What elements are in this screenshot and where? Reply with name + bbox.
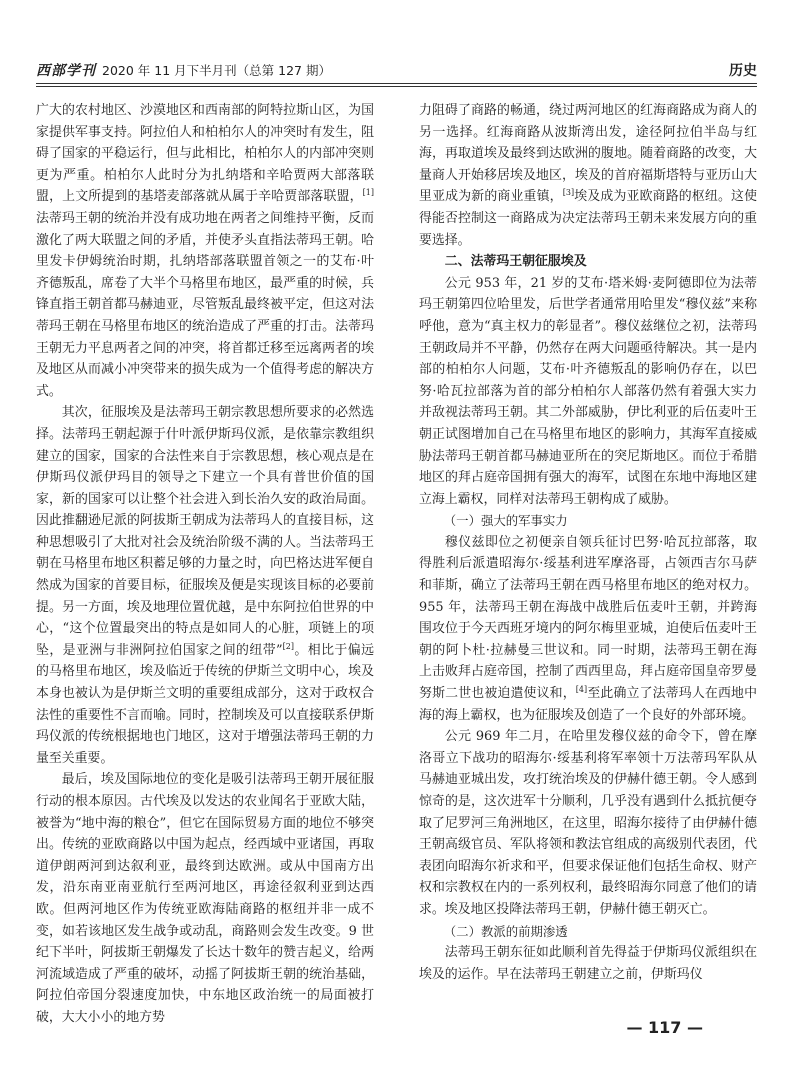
paragraph: 其次，征服埃及是法蒂玛王朝宗教思想所要求的必然选择。法蒂玛王朝起源于什叶派伊斯玛仪派，是依靠宗教组织建立的国家，国家的合法性来自于宗教思想，核心观点是在伊斯玛仪派伊玛目的领导之下建立一个具有普世价值的国家，新的国家可以让整个社会进入到长治久安的政治局面。因此推翻逊尼派的阿拔斯王朝成为法蒂玛人的直接目标，这种思想吸引了大批对社会及统治阶级不满的人。当法蒂玛王朝在马格里布地区积蓄足够的力量之时，向巴格达进军便自然成为国家的首要目标，征服埃及便是实现该目标的必要前提。另一方面，埃及地理位置优越，是中东阿拉伯世界的中心，“这个位置最突出的特点是如同人的心脏，项链上的项坠，是亚洲与非洲阿拉伯国家之间的纽带”[2]。相比于偏远的马格里布地区，埃及临近于传统的伊斯兰文明中心，埃及本身也被认为是伊斯兰文明的重要组成部分，这对于政权合法性的重要性不言而喻。同时，控制埃及可以直接联系伊斯玛仪派的传统根据地也门地区，这对于增强法蒂玛王朝的力量至关重要。 xyxy=(36,405,374,766)
page-number: — 117 — xyxy=(626,1018,703,1037)
subsection-heading: （一）强大的军事实力 xyxy=(443,513,568,529)
paragraph: 公元 953 年，21 岁的艾布·塔米姆·麦阿德即位为法蒂玛王朝第四位哈里发，后世学者通常用哈里发“穆仪兹”来称呼他，意为“真主权力的彰显者”。穆仪兹继位之初，法蒂玛王朝政局并不平静，仍然存在两大问题亟待解决。其一是内部的柏柏尔人问题，艾布·叶齐德叛乱的影响仍存在，以巴努·哈瓦拉部落为首的部分柏柏尔人部落仍然有着强大实力并敌视法蒂玛王朝。其二外部威胁，伊比利亚的后伍麦叶王朝正试图增加自己在马格里布地区的影响力，其海军直接威胁法蒂玛王朝首都马赫迪亚所在的突尼斯地区。而位于希腊地区的拜占庭帝国拥有强大的海军，试图在东地中海地区建立海上霸权，同样对法蒂玛王朝构成了威胁。 xyxy=(419,275,757,507)
citation: [3] xyxy=(562,188,575,198)
issue-info: 2020 年 11 月下半月刊（总第 127 期） xyxy=(102,63,331,78)
header-left xyxy=(36,60,331,80)
citation: [1] xyxy=(362,188,374,198)
paragraph: 穆仪兹即位之初便亲自领兵征讨巴努·哈瓦拉部落，取得胜利后派遣昭海尔·绥基利进军摩洛哥，占领西吉尔马萨和菲斯，确立了法蒂玛王朝在西马格里布地区的绝对权力。955 年，法蒂玛王朝在海战中战胜后伍麦叶王朝，并跨海围攻位于今天西班牙境内的阿尔梅里亚城，迫使后伍麦叶王朝的阿卜杜·拉赫曼三世议和。同一时期，法蒂玛王朝在海上击败拜占庭帝国，控制了西西里岛，拜占庭帝国皇帝罗曼努斯二世也被迫遣使议和，[4]至此确立了法蒂玛人在西地中海的海上霸权，也为征服埃及创造了一个良好的外部环境。 xyxy=(419,534,758,723)
paragraph: 最后，埃及国际地位的变化是吸引法蒂玛王朝开展征服行动的根本原因。古代埃及以发达的农业闻名于亚欧大陆，被誉为“地中海的粮仓”，但它在国际贸易方面的地位不够突出。传统的亚欧商路以中国为起点，经西域中亚诸国，再取道伊朗两河到达叙利亚，最终到达欧洲。或从中国南方出发，沿东南亚南亚航行至两河地区，再途径叙利亚到达西欧。但两河地区作为传统亚欧海陆商路的枢纽并非一成不变，如若该地区发生战争或动乱，商路则会发生改变。9 世纪下半叶，阿拔斯王朝爆发了长达十数年的赞吉起义，给两河流域造成了严重的破坏，动摇了阿拔斯王朝的统治基础，阿拉伯帝国分裂速度加快，中东地区政治统一的局面被打破，大大小小的地方势 xyxy=(36,772,374,1025)
header-rule xyxy=(36,83,757,84)
paragraph: 法蒂玛王朝东征如此顺利首先得益于伊斯玛仪派组织在埃及的运作。早在法蒂玛王朝建立之前，伊斯玛仪 xyxy=(419,945,757,982)
citation: [2] xyxy=(282,641,294,651)
subsection-heading: （二）教派的前期渗透 xyxy=(443,923,568,939)
section-name: 历史 xyxy=(729,63,757,79)
running-header xyxy=(36,60,757,80)
paragraph: 广大的农村地区、沙漠地区和西南部的阿特拉斯山区，为国家提供军事支持。阿拉伯人和柏柏尔人的冲突时有发生，阻碍了国家的平稳运行，但与此相比，柏柏尔人的内部冲突则更为严重。柏柏尔人此时分为扎纳塔和辛哈贾两大部落联盟，上文所提到的基塔麦部落就从属于辛哈贾部落联盟，[1]法蒂玛王朝的统治并没有成功地在两者之间维持平衡，反而激化了两大联盟之间的矛盾，并使矛头直指法蒂玛王朝。哈里发卡伊姆统治时期，扎纳塔部落联盟首领之一的艾布·叶齐德叛乱，席卷了大半个马格里布地区，最严重的时候，兵锋直指王朝首都马赫迪亚，尽管叛乱最终被平定，但这对法蒂玛王朝在马格里布地区的统治造成了严重的打击。法蒂玛王朝无力平息两者之间的冲突，将首都迁移至远离两者的埃及地区从而减小冲突带来的损失成为一个值得考虑的解决方式。 xyxy=(36,103,374,399)
header-rule-thin xyxy=(36,86,757,87)
right-column xyxy=(419,100,757,985)
journal-name: 西部学刊 xyxy=(36,63,96,79)
left-column xyxy=(36,100,374,1029)
section-heading: 二、法蒂玛王朝征服埃及 xyxy=(444,254,587,270)
paragraph: 力阻碍了商路的畅通，绕过两河地区的红海商路成为商人的另一选择。红海商路从波斯湾出发，途径阿拉伯半岛与红海，再取道埃及最终到达欧洲的腹地。随着商路的改变，大量商人开始移居埃及地区，埃及的首府福斯塔特与亚历山大里亚成为新的商业重镇，[3]埃及成为亚欧商路的枢纽。这使得能否控制这一商路成为决定法蒂玛王朝未来发展方向的重要选择。 xyxy=(419,103,758,248)
citation: [4] xyxy=(575,685,588,695)
paragraph: 公元 969 年二月，在哈里发穆仪兹的命令下，曾在摩洛哥立下战功的昭海尔·绥基利将军率领十万法蒂玛军队从马赫迪亚城出发，攻打统治埃及的伊赫什德王朝。令人感到惊奇的是，这次进军十分顺利，几乎没有遇到什么抵抗便夺取了尼罗河三角洲地区，在这里，昭海尔接待了由伊赫什德王朝高级官员、军队将领和教法官组成的高级别代表团，代表团向昭海尔祈求和平，但要求保证他们包括生命权、财产权和宗教权在内的一系列权利，最终昭海尔同意了他们的请求。埃及地区投降法蒂玛王朝，伊赫什德王朝灭亡。 xyxy=(419,729,757,917)
